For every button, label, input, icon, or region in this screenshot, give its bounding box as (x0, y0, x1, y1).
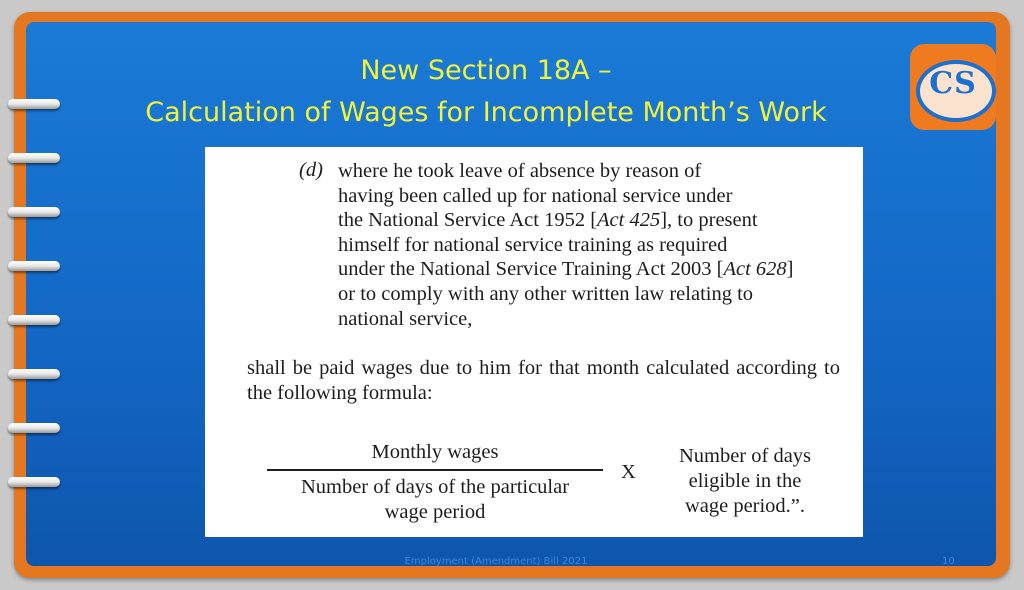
slide-frame (14, 12, 1010, 578)
item-line-2: having been called up for national service under (338, 184, 733, 207)
binder-ring-icon (8, 369, 60, 379)
slide-footer: Employment (Amendment) Bill 2021 (404, 556, 588, 566)
binder-ring-icon (8, 477, 60, 487)
denominator-line-2: wage period (384, 500, 486, 523)
formula-numerator: Monthly wages (371, 441, 499, 463)
item-line-3 (338, 208, 840, 233)
formula-denominator (267, 475, 603, 525)
slide-title (26, 50, 946, 134)
item-line-5-end: ] (786, 258, 794, 281)
item-d-text (338, 159, 840, 331)
item-letter: (d) (299, 159, 323, 181)
binder-ring-icon (8, 423, 60, 433)
item-line-4: himself for national service training as required (338, 233, 728, 256)
item-line-5 (338, 257, 840, 282)
closing-paragraph: shall be paid wages due to him for that month calculated according to the following formula: (247, 357, 840, 404)
item-line-1: where he took leave of absence by reason of (338, 160, 702, 182)
act-425-reference: Act 425 (597, 209, 661, 232)
item-line-3-text: the National Service Act 1952 [ (338, 209, 598, 232)
document-excerpt (205, 147, 863, 537)
item-line-5-text: under the National Service Training Act 2003 [ (338, 258, 724, 281)
slide (26, 22, 996, 566)
binder-ring-icon (8, 153, 60, 163)
item-line-7: national service, (338, 307, 473, 330)
multiplier-line-2: eligible in the (688, 470, 802, 492)
binder-ring-icon (8, 315, 60, 325)
fraction-bar (267, 469, 603, 471)
item-line-6: or to comply with any other written law relating to (338, 282, 754, 305)
binder-ring-icon (8, 261, 60, 271)
title-line-2: Calculation of Wages for Incomplete Month’s Work (145, 97, 827, 128)
formula-fraction (267, 437, 603, 525)
logo-text: CS (929, 66, 977, 101)
formula-multiplier (660, 444, 830, 519)
title-line-1: New Section 18A – (360, 55, 612, 86)
multiplier-line-3: wage period.”. (684, 495, 806, 517)
multiplier-line-1: Number of days (678, 445, 812, 467)
cs-logo (910, 44, 996, 130)
page-number: 10 (942, 556, 955, 566)
item-line-3-end: ], to present (660, 209, 758, 232)
multiply-operator: X (621, 461, 636, 483)
binder-ring-icon (8, 99, 60, 109)
act-628-reference: Act 628 (723, 258, 787, 281)
binder-ring-icon (8, 207, 60, 217)
denominator-line-1: Number of days of the particular (300, 475, 570, 498)
